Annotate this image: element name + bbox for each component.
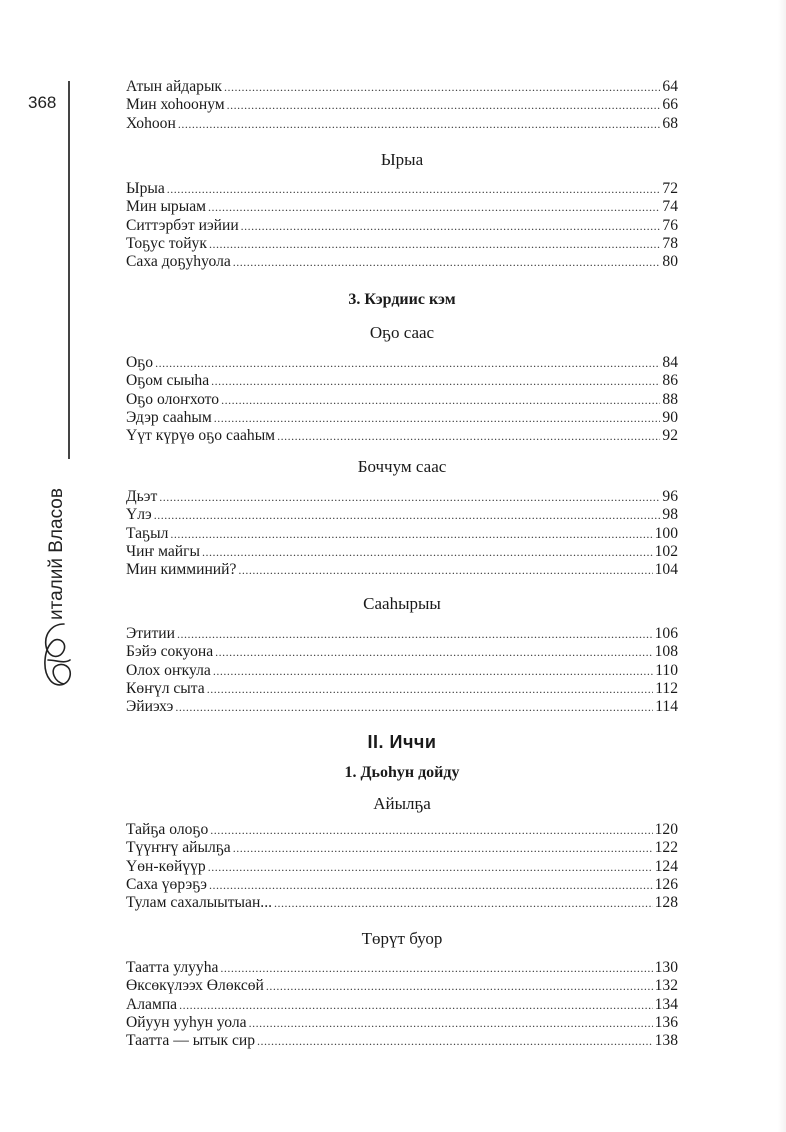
entry-page: 134 bbox=[654, 995, 678, 1013]
toc-block-2 bbox=[126, 180, 678, 271]
entry-page: 76 bbox=[662, 216, 678, 234]
dot-leader bbox=[159, 488, 660, 506]
toc-entry bbox=[126, 217, 678, 235]
toc-entry bbox=[126, 253, 678, 271]
entry-page: 124 bbox=[654, 857, 678, 875]
dot-leader bbox=[277, 427, 660, 445]
section-heading: 1. Дьоһун дойду bbox=[344, 764, 460, 781]
subsection-heading: Айылҕа bbox=[373, 794, 431, 813]
entry-title: Көҥүл сыта bbox=[126, 679, 205, 697]
entry-title: Өксөкүлээх Өлөксөй bbox=[126, 977, 264, 995]
dot-leader bbox=[220, 959, 652, 977]
entry-page: 88 bbox=[662, 390, 678, 408]
entry-page: 100 bbox=[654, 524, 678, 542]
entry-title: Ситтэрбэт иэйии bbox=[126, 216, 239, 234]
entry-page: 128 bbox=[654, 894, 678, 912]
dot-leader bbox=[249, 1014, 653, 1032]
toc-entry bbox=[126, 525, 678, 543]
toc-entry bbox=[126, 698, 678, 716]
dot-leader bbox=[233, 253, 661, 271]
entry-page: 78 bbox=[662, 234, 678, 252]
entry-title: Үлэ bbox=[126, 506, 152, 524]
dot-leader bbox=[213, 662, 653, 680]
entry-page: 108 bbox=[654, 643, 678, 661]
toc-entry bbox=[126, 391, 678, 409]
part-heading: II. Иччи bbox=[367, 732, 437, 752]
toc-entry bbox=[126, 821, 678, 839]
toc-entry bbox=[126, 235, 678, 253]
author-signature bbox=[32, 460, 80, 700]
entry-title: Ырыа bbox=[126, 180, 165, 197]
entry-title: Чиҥ майгы bbox=[126, 542, 200, 560]
entry-title: Хоһоон bbox=[126, 114, 176, 132]
toc-entry bbox=[126, 427, 678, 445]
toc-entry bbox=[126, 996, 678, 1014]
dot-leader bbox=[238, 561, 652, 579]
toc-block-7 bbox=[126, 959, 678, 1050]
dot-leader bbox=[170, 525, 652, 543]
entry-title: Олох оҥкула bbox=[126, 661, 211, 679]
entry-page: 98 bbox=[662, 506, 678, 524]
entry-title: Таатта улууһа bbox=[126, 959, 219, 976]
entry-title: Оҕо bbox=[126, 354, 154, 371]
dot-leader bbox=[214, 409, 661, 427]
toc-entry bbox=[126, 561, 678, 579]
entry-title: Саха доҕуһуола bbox=[126, 253, 231, 271]
dot-leader bbox=[233, 839, 653, 857]
dot-leader bbox=[179, 996, 653, 1014]
section-heading: 3. Кэрдиис кэм bbox=[348, 291, 456, 308]
entry-page: 66 bbox=[662, 96, 678, 114]
entry-page: 102 bbox=[654, 542, 678, 560]
entry-page: 86 bbox=[662, 372, 678, 390]
entry-page: 68 bbox=[662, 114, 678, 132]
entry-title: Таҕыл bbox=[126, 524, 169, 542]
dot-leader bbox=[154, 506, 661, 524]
dot-leader bbox=[210, 821, 652, 839]
dot-leader bbox=[208, 858, 653, 876]
entry-page: 138 bbox=[654, 1032, 678, 1050]
entry-title: Саха үөрэҕэ bbox=[126, 875, 207, 893]
toc-entry bbox=[126, 662, 678, 680]
page-edge bbox=[778, 0, 786, 1132]
dot-leader bbox=[241, 217, 661, 235]
toc-entry bbox=[126, 1032, 678, 1050]
entry-title: Ойуун ууһун уола bbox=[126, 1013, 247, 1031]
toc-entry bbox=[126, 180, 678, 198]
entry-title: Тоҕус тойук bbox=[126, 234, 207, 252]
entry-title: Үүт күрүө оҕо сааһым bbox=[126, 427, 276, 445]
dot-leader bbox=[266, 977, 653, 995]
entry-title: Түүҥҥү айылҕа bbox=[126, 839, 231, 857]
toc-entry bbox=[126, 1014, 678, 1032]
entry-title: Этитии bbox=[126, 625, 175, 642]
entry-title: Мин ырыам bbox=[126, 198, 206, 216]
dot-leader bbox=[224, 78, 660, 96]
entry-page: 80 bbox=[662, 253, 678, 271]
toc-entry bbox=[126, 625, 678, 643]
dot-leader bbox=[209, 235, 660, 253]
dot-leader bbox=[211, 372, 660, 390]
entry-page: 112 bbox=[655, 679, 678, 697]
entry-title: Оҕо олоҥхото bbox=[126, 390, 220, 408]
toc-entry bbox=[126, 977, 678, 995]
toc-block-1 bbox=[126, 78, 678, 133]
entry-title: Оҕом сыыһа bbox=[126, 372, 210, 390]
dot-leader bbox=[177, 625, 653, 643]
toc-entry bbox=[126, 876, 678, 894]
entry-title: Дьэт bbox=[126, 488, 158, 505]
entry-title: Таатта — ытык сир bbox=[126, 1032, 256, 1050]
toc-entry bbox=[126, 643, 678, 661]
subsection-heading: Сааһырыы bbox=[363, 594, 441, 613]
entry-page: 120 bbox=[654, 821, 678, 838]
margin-rule bbox=[68, 81, 70, 459]
entry-page: 110 bbox=[655, 661, 678, 679]
author-name: италий Власов bbox=[46, 488, 67, 620]
toc-entry bbox=[126, 894, 678, 912]
entry-title: Үөн-көйүүр bbox=[126, 857, 206, 875]
toc-block-3 bbox=[126, 354, 678, 445]
toc-entry bbox=[126, 488, 678, 506]
dot-leader bbox=[167, 180, 661, 198]
entry-page: 90 bbox=[662, 408, 678, 426]
toc-entry bbox=[126, 96, 678, 114]
entry-page: 122 bbox=[654, 839, 678, 857]
entry-title: Тулам сахалыытыан... bbox=[126, 894, 273, 912]
dot-leader bbox=[207, 680, 653, 698]
subsection-heading: Боччум саас bbox=[357, 457, 447, 476]
toc-entry bbox=[126, 354, 678, 372]
dot-leader bbox=[215, 643, 652, 661]
entry-page: 96 bbox=[662, 488, 678, 505]
entry-title: Мин кимминий? bbox=[126, 561, 237, 579]
entry-page: 74 bbox=[662, 198, 678, 216]
entry-title: Эдэр сааһым bbox=[126, 408, 212, 426]
dot-leader bbox=[155, 354, 660, 372]
entry-page: 64 bbox=[662, 78, 678, 95]
dot-leader bbox=[175, 698, 653, 716]
toc-entry bbox=[126, 198, 678, 216]
toc-entry bbox=[126, 839, 678, 857]
page-number: 368 bbox=[28, 93, 57, 112]
entry-page: 126 bbox=[654, 875, 678, 893]
dot-leader bbox=[274, 894, 653, 912]
subsection-heading: Ырыа bbox=[380, 150, 424, 169]
entry-page: 92 bbox=[662, 427, 678, 445]
toc-block-5 bbox=[126, 625, 678, 716]
toc-entry bbox=[126, 959, 678, 977]
dot-leader bbox=[227, 96, 661, 114]
entry-title: Эйиэхэ bbox=[126, 698, 174, 716]
entry-title: Атын айдарык bbox=[126, 78, 222, 95]
entry-page: 104 bbox=[654, 561, 678, 579]
entry-page: 136 bbox=[654, 1013, 678, 1031]
toc-entry bbox=[126, 78, 678, 96]
entry-page: 106 bbox=[654, 625, 678, 642]
entry-page: 130 bbox=[654, 959, 678, 976]
entry-page: 72 bbox=[662, 180, 678, 197]
dot-leader bbox=[178, 115, 661, 133]
toc-entry bbox=[126, 115, 678, 133]
toc-entry bbox=[126, 372, 678, 390]
subsection-heading: Оҕо саас bbox=[369, 323, 435, 342]
dot-leader bbox=[221, 391, 660, 409]
toc-block-6 bbox=[126, 821, 678, 912]
subsection-heading: Төрүт буор bbox=[361, 929, 443, 948]
toc-entry bbox=[126, 543, 678, 561]
entry-title: Мин хоһоонум bbox=[126, 96, 225, 114]
entry-title: Бэйэ сокуона bbox=[126, 643, 214, 661]
monogram-icon bbox=[34, 620, 78, 692]
dot-leader bbox=[208, 198, 660, 216]
entry-title: Тайҕа олоҕо bbox=[126, 821, 209, 838]
dot-leader bbox=[257, 1032, 653, 1050]
dot-leader bbox=[209, 876, 653, 894]
toc-entry bbox=[126, 858, 678, 876]
toc-entry bbox=[126, 680, 678, 698]
entry-page: 114 bbox=[655, 698, 678, 716]
toc-block-4 bbox=[126, 488, 678, 579]
dot-leader bbox=[202, 543, 653, 561]
entry-page: 132 bbox=[654, 977, 678, 995]
toc-entry bbox=[126, 409, 678, 427]
entry-page: 84 bbox=[662, 354, 678, 371]
toc-entry bbox=[126, 506, 678, 524]
entry-title: Алампа bbox=[126, 995, 178, 1013]
